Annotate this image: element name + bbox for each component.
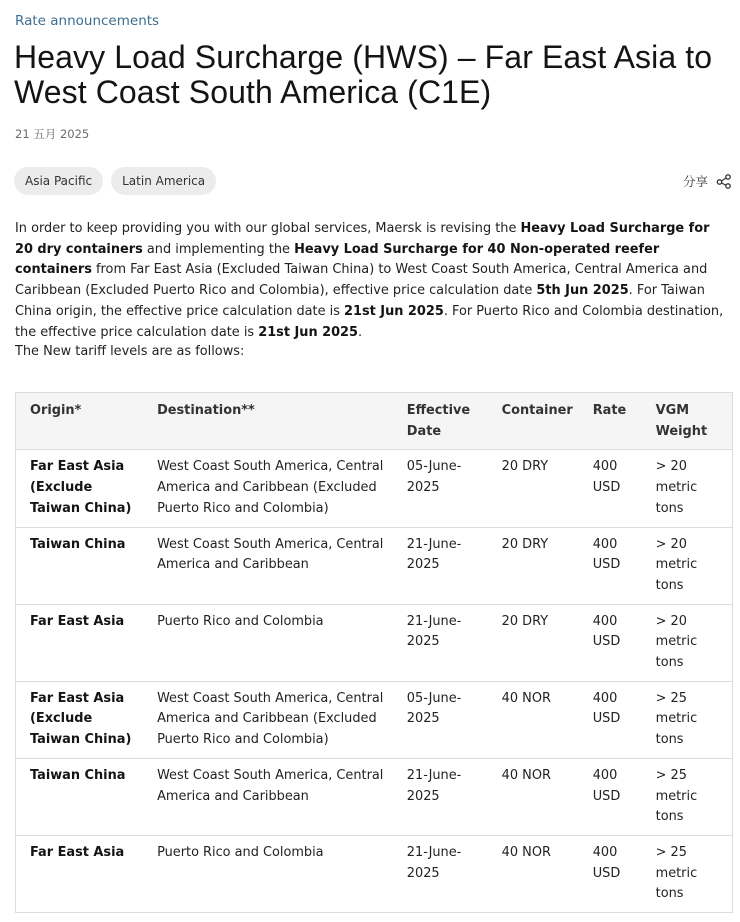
cell-effective-date: 05-June-2025 bbox=[393, 450, 488, 527]
cell-destination: West Coast South America, Central America and Caribbean (Excluded Puerto Rico and Colombia) bbox=[143, 681, 393, 758]
cell-vgm-weight: > 25 metric tons bbox=[642, 681, 733, 758]
cell-container: 40 NOR bbox=[488, 835, 579, 912]
cell-origin: Far East Asia (Exclude Taiwan China) bbox=[16, 450, 144, 527]
cell-rate: 400 USD bbox=[579, 527, 642, 604]
cell-origin: Far East Asia bbox=[16, 604, 144, 681]
cell-container: 40 NOR bbox=[488, 758, 579, 835]
cell-origin: Far East Asia (Exclude Taiwan China) bbox=[16, 681, 144, 758]
cell-container: 20 DRY bbox=[488, 604, 579, 681]
publish-date: 21 五月 2025 bbox=[15, 127, 90, 141]
cell-vgm-weight: > 25 metric tons bbox=[642, 758, 733, 835]
header-origin: Origin* bbox=[16, 393, 144, 450]
cell-container: 20 DRY bbox=[488, 450, 579, 527]
header-effective-date: Effective Date bbox=[393, 393, 488, 450]
table-row bbox=[16, 758, 733, 835]
table-row bbox=[16, 835, 733, 912]
tariff-table bbox=[15, 392, 733, 913]
cell-rate: 400 USD bbox=[579, 604, 642, 681]
page-title: Heavy Load Surcharge (HWS) – Far East Asia to West Coast South America (C1E) bbox=[14, 39, 713, 110]
cell-vgm-weight: > 20 metric tons bbox=[642, 604, 733, 681]
cell-destination: West Coast South America, Central America and Caribbean bbox=[143, 527, 393, 604]
table-row bbox=[16, 450, 733, 527]
header-rate: Rate bbox=[579, 393, 642, 450]
cell-destination: West Coast South America, Central America and Caribbean (Excluded Puerto Rico and Colombia) bbox=[143, 450, 393, 527]
tag-asia-pacific[interactable]: Asia Pacific bbox=[14, 167, 103, 195]
table-header-row bbox=[16, 393, 733, 450]
breadcrumb-rate-announcements[interactable]: Rate announcements bbox=[15, 13, 160, 29]
cell-vgm-weight: > 20 metric tons bbox=[642, 527, 733, 604]
cell-rate: 400 USD bbox=[579, 681, 642, 758]
intro-paragraph: In order to keep providing you with our global services, Maersk is revising the Heavy Load Surcharge for 20 dry containers and implementing the Heavy Load Surcharge for 40 Non-operated reefer containers from Far East Asia (Excluded Taiwan China) to West Coast South America, Central America and Caribbean (Excluded Puerto Rico and Colombia), effective price calculation date 5th Jun 2025. For Taiwan China origin, the effective price calculation date is 21st Jun 2025. For Puerto Rico and Colombia destination, the effective price calculation date is 21st Jun 2025. bbox=[15, 221, 724, 340]
tariff-intro-text: The New tariff levels are as follows: bbox=[15, 344, 245, 359]
share-button[interactable] bbox=[683, 172, 732, 190]
share-label: 分享 bbox=[682, 174, 708, 189]
tag-list bbox=[14, 167, 216, 195]
cell-destination: Puerto Rico and Colombia bbox=[143, 604, 393, 681]
cell-destination: Puerto Rico and Colombia bbox=[143, 835, 393, 912]
tag-latin-america[interactable]: Latin America bbox=[111, 167, 216, 195]
cell-container: 20 DRY bbox=[488, 527, 579, 604]
cell-effective-date: 21-June-2025 bbox=[393, 604, 488, 681]
cell-vgm-weight: > 20 metric tons bbox=[642, 450, 733, 527]
cell-rate: 400 USD bbox=[579, 758, 642, 835]
cell-vgm-weight: > 25 metric tons bbox=[642, 835, 733, 912]
cell-effective-date: 21-June-2025 bbox=[393, 835, 488, 912]
header-destination: Destination** bbox=[143, 393, 393, 450]
cell-container: 40 NOR bbox=[488, 681, 579, 758]
table-row bbox=[16, 604, 733, 681]
cell-destination: West Coast South America, Central America and Caribbean bbox=[143, 758, 393, 835]
cell-effective-date: 21-June-2025 bbox=[393, 758, 488, 835]
cell-rate: 400 USD bbox=[579, 835, 642, 912]
cell-effective-date: 05-June-2025 bbox=[393, 681, 488, 758]
share-icon bbox=[716, 173, 732, 189]
cell-origin: Far East Asia bbox=[16, 835, 144, 912]
cell-rate: 400 USD bbox=[579, 450, 642, 527]
cell-origin: Taiwan China bbox=[16, 527, 144, 604]
cell-origin: Taiwan China bbox=[16, 758, 144, 835]
header-vgm-weight: VGM Weight bbox=[642, 393, 733, 450]
header-container: Container bbox=[488, 393, 579, 450]
table-row bbox=[16, 527, 733, 604]
table-row bbox=[16, 681, 733, 758]
cell-effective-date: 21-June-2025 bbox=[393, 527, 488, 604]
